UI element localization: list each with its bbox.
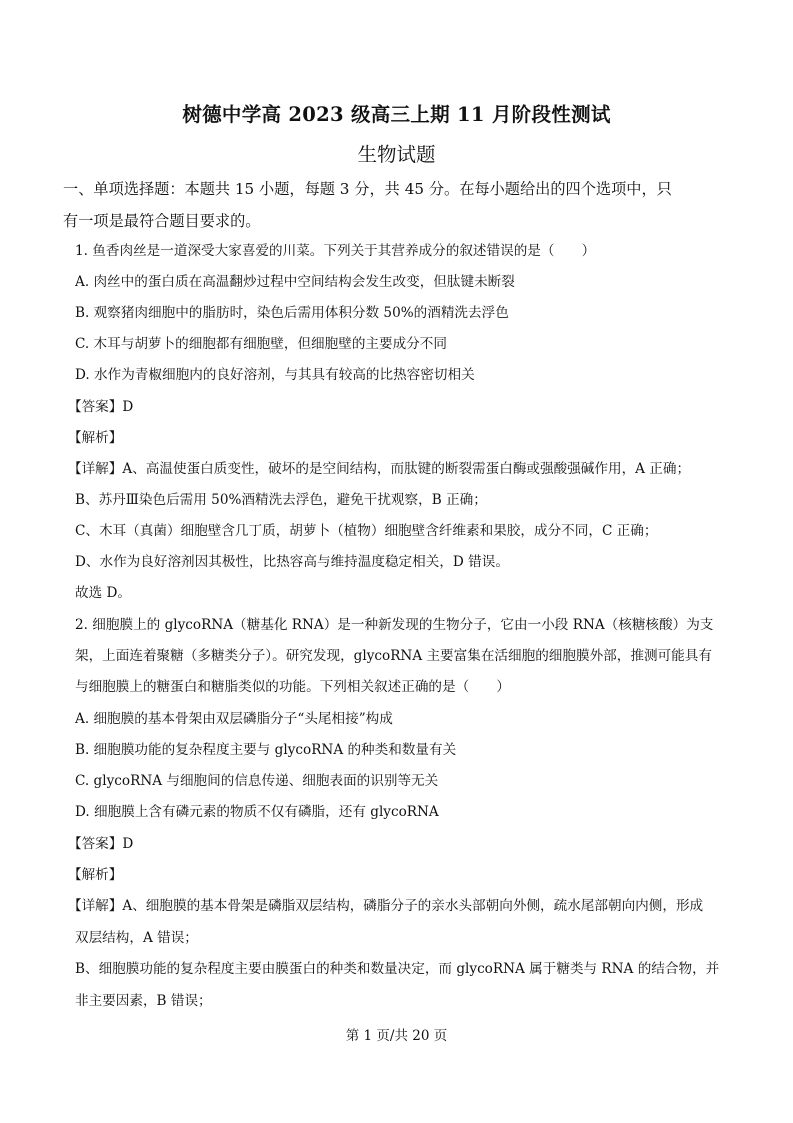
q1-option-d: D. 水作为青椒细胞内的良好溶剂，与其具有较高的比热容密切相关 <box>75 367 475 383</box>
q1-option-a: A. 肉丝中的蛋白质在高温翻炒过程中空间结构会发生改变，但肽键未断裂 <box>75 274 515 290</box>
q2-detail-a-line2: 双层结构，A 错误； <box>75 930 198 946</box>
q2-option-a: A. 细胞膜的基本骨架由双层磷脂分子“头尾相接”构成 <box>75 711 393 727</box>
q2-stem-line1: 2. 细胞膜上的 glycoRNA（糖基化 RNA）是一种新发现的生物分子，它由一小段 RNA（核糖核酸）为支 <box>75 617 714 633</box>
q1-conclusion: 故选 D。 <box>75 585 132 601</box>
q1-detail-c: C、木耳（真菌）细胞壁含几丁质，胡萝卜（植物）细胞壁含纤维素和果胶，成分不同，C 正确； <box>75 523 658 539</box>
q2-stem-line2: 架，上面连着聚糖（多糖类分子）。研究发现，glycoRNA 主要富集在活细胞的细胞膜外部，推测可能具有 <box>75 648 712 664</box>
q2-analysis-label: 【解析】 <box>68 867 123 883</box>
exam-title: 树德中学高 2023 级高三上期 11 月阶段性测试 <box>182 103 611 126</box>
q1-answer: 【答案】D <box>68 399 134 415</box>
q2-answer: 【答案】D <box>68 836 134 852</box>
q2-option-c: C. glycoRNA 与细胞间的信息传递、细胞表面的识别等无关 <box>75 773 439 789</box>
q1-stem: 1. 鱼香肉丝是一道深受大家喜爱的川菜。下列关于其营养成分的叙述错误的是（ ） <box>75 243 596 259</box>
q2-option-b: B. 细胞膜功能的复杂程度主要与 glycoRNA 的种类和数量有关 <box>75 742 457 758</box>
q1-option-b: B. 观察猪肉细胞中的脂肪时，染色后需用体积分数 50%的酒精洗去浮色 <box>75 305 509 321</box>
section-heading-line2: 有一项是最符合题目要求的。 <box>63 212 261 230</box>
q1-detail-b: B、苏丹Ⅲ染色后需用 50%酒精洗去浮色，避免干扰观察，B 正确； <box>75 492 487 508</box>
page-footer: 第 1 页/共 20 页 <box>345 1028 448 1044</box>
section-heading-line1: 一、单项选择题：本题共 15 小题，每题 3 分，共 45 分。在每小题给出的四个选项中，只 <box>63 180 672 198</box>
q1-detail-d: D、水作为良好溶剂因其极性，比热容高与维持温度稳定相关，D 错误。 <box>75 554 509 570</box>
q2-detail-b-line2: 非主要因素，B 错误； <box>75 993 212 1009</box>
q1-analysis-label: 【解析】 <box>68 430 123 446</box>
q1-detail-a: 【详解】A、高温使蛋白质变性，破坏的是空间结构，而肽键的断裂需蛋白酶或强酸强碱作用，A 正确； <box>68 461 691 477</box>
q2-stem-line3: 与细胞膜上的糖蛋白和糖脂类似的功能。下列相关叙述正确的是（ ） <box>75 679 510 695</box>
q1-option-c: C. 木耳与胡萝卜的细胞都有细胞壁，但细胞壁的主要成分不同 <box>75 336 447 352</box>
q2-option-d: D. 细胞膜上含有磷元素的物质不仅有磷脂，还有 glycoRNA <box>75 804 439 820</box>
q2-detail-b-line1: B、细胞膜功能的复杂程度主要由膜蛋白的种类和数量决定，而 glycoRNA 属于糖类与 RNA 的结合物，并 <box>75 961 720 977</box>
subject-title: 生物试题 <box>357 143 436 166</box>
q2-detail-a-line1: 【详解】A、细胞膜的基本骨架是磷脂双层结构，磷脂分子的亲水头部朝向外侧，疏水尾部朝向内侧，形成 <box>68 898 704 914</box>
